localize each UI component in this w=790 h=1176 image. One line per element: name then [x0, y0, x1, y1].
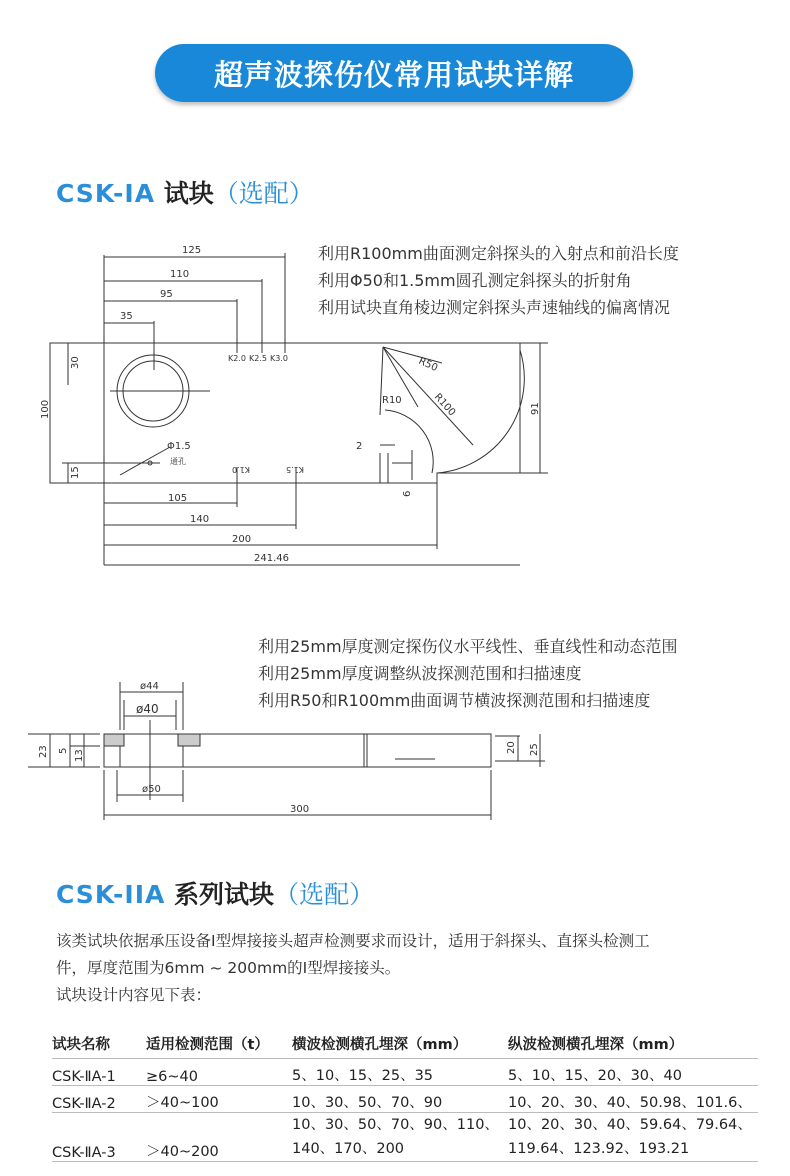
mark-k25: K2.5 [249, 354, 267, 363]
section-name: 系列试块 [165, 880, 275, 909]
table-row [52, 1059, 758, 1086]
page-banner [155, 44, 633, 102]
csk-ia-side-drawing [0, 670, 560, 825]
section-optional: （选配） [274, 880, 375, 909]
description-line: 该类试块依据承压设备I型焊接接头超声检测要求而设计，适用于斜探头、直探头检测工 [56, 932, 650, 950]
cell-name: CSK-ⅡA-3 [52, 1113, 146, 1162]
section-code: CSK-IIA [56, 880, 166, 909]
usage-item: 利用试块直角棱边测定斜探头声速轴线的偏离情况 [318, 298, 671, 317]
hole-note: 通孔 [170, 457, 186, 466]
dim-13: 13 [74, 749, 85, 762]
dim-95: 95 [160, 289, 173, 300]
hole-dia: Φ1.5 [167, 441, 191, 452]
cell-longitudinal: 5、10、15、20、30、40 [508, 1059, 758, 1086]
dim-300: 300 [290, 804, 310, 815]
table-header-row [52, 1028, 758, 1059]
dim-2: 2 [356, 441, 363, 452]
section-optional: （选配） [213, 179, 314, 208]
header-range: 适用检测范围（t） [146, 1028, 292, 1059]
dim-110: 110 [170, 269, 190, 280]
test-block-table [52, 1028, 758, 1162]
dim-15: 15 [70, 466, 81, 479]
cell-name: CSK-ⅡA-2 [52, 1086, 146, 1113]
cell-shear: 10、30、50、70、90、110、140、170、200 [292, 1113, 508, 1162]
description-line: 件，厚度范围为6mm ~ 200mm的Ⅰ型焊接接头。 [56, 959, 401, 977]
dim-6: 6 [402, 490, 413, 497]
cell-name: CSK-ⅡA-1 [52, 1059, 146, 1086]
usage-item: 利用R100mm曲面测定斜探头的入射点和前沿长度 [318, 244, 679, 263]
dim-30: 30 [70, 356, 81, 369]
mark-k15: K1.5 [286, 465, 304, 474]
dim-25: 25 [529, 743, 540, 756]
dim-241: 241.46 [254, 553, 289, 564]
cell-longitudinal: 10、20、30、40、50.98、101.6、 [508, 1086, 758, 1113]
banner-title: 超声波探伤仪常用试块详解 [213, 57, 574, 92]
dim-125: 125 [182, 245, 202, 256]
dim-d44: ø44 [140, 681, 159, 692]
usage-item: 利用25mm厚度测定探伤仪水平线性、垂直线性和动态范围 [258, 637, 678, 656]
dim-20: 20 [506, 741, 517, 754]
usage-item: 利用25mm厚度调整纵波探测范围和扫描速度 [258, 664, 582, 683]
cell-shear: 10、30、50、70、90 [292, 1086, 508, 1113]
dim-35: 35 [120, 311, 133, 322]
dim-140: 140 [190, 514, 210, 525]
header-name: 试块名称 [52, 1028, 146, 1059]
dim-d40: ø40 [136, 702, 159, 716]
table-row [52, 1086, 758, 1113]
csk-iia-description [56, 928, 756, 1009]
cell-range: ＞40~100 [146, 1086, 292, 1113]
mark-k1: K1.0 [232, 465, 250, 474]
cell-shear: 5、10、15、25、35 [292, 1059, 508, 1086]
usage-item: 利用Φ50和1.5mm圆孔测定斜探头的折射角 [318, 271, 632, 290]
table-row [52, 1113, 758, 1162]
header-shear: 横波检测横孔埋深（mm） [292, 1028, 508, 1059]
dim-200: 200 [232, 534, 252, 545]
section-title-csk-ia [56, 174, 314, 210]
description-line: 试块设计内容见下表： [56, 986, 212, 1004]
dim-100: 100 [40, 399, 51, 419]
dim-91: 91 [530, 402, 541, 415]
csk-ia-drawing [0, 235, 560, 575]
radius-r50: R50 [416, 355, 440, 375]
section-name: 试块 [155, 179, 214, 208]
section-title-csk-iia [56, 875, 374, 911]
dim-d50: ø50 [142, 784, 161, 795]
section-code: CSK-IA [56, 179, 156, 208]
radius-r10: R10 [382, 395, 402, 406]
cell-range: ≥6~40 [146, 1059, 292, 1086]
usage-item: 利用R50和R100mm曲面调节横波探测范围和扫描速度 [258, 691, 651, 710]
cell-longitudinal: 10、20、30、40、59.64、79.64、119.64、123.92、193.21 [508, 1113, 758, 1162]
dim-5: 5 [58, 747, 69, 754]
radius-r100: R100 [431, 391, 458, 419]
mark-k2: K2.0 [228, 354, 246, 363]
dim-23: 23 [38, 745, 49, 758]
mark-k3: K3.0 [270, 354, 288, 363]
cell-range: ＞40~200 [146, 1113, 292, 1162]
header-longitudinal: 纵波检测横孔埋深（mm） [508, 1028, 758, 1059]
dim-105: 105 [168, 493, 188, 504]
